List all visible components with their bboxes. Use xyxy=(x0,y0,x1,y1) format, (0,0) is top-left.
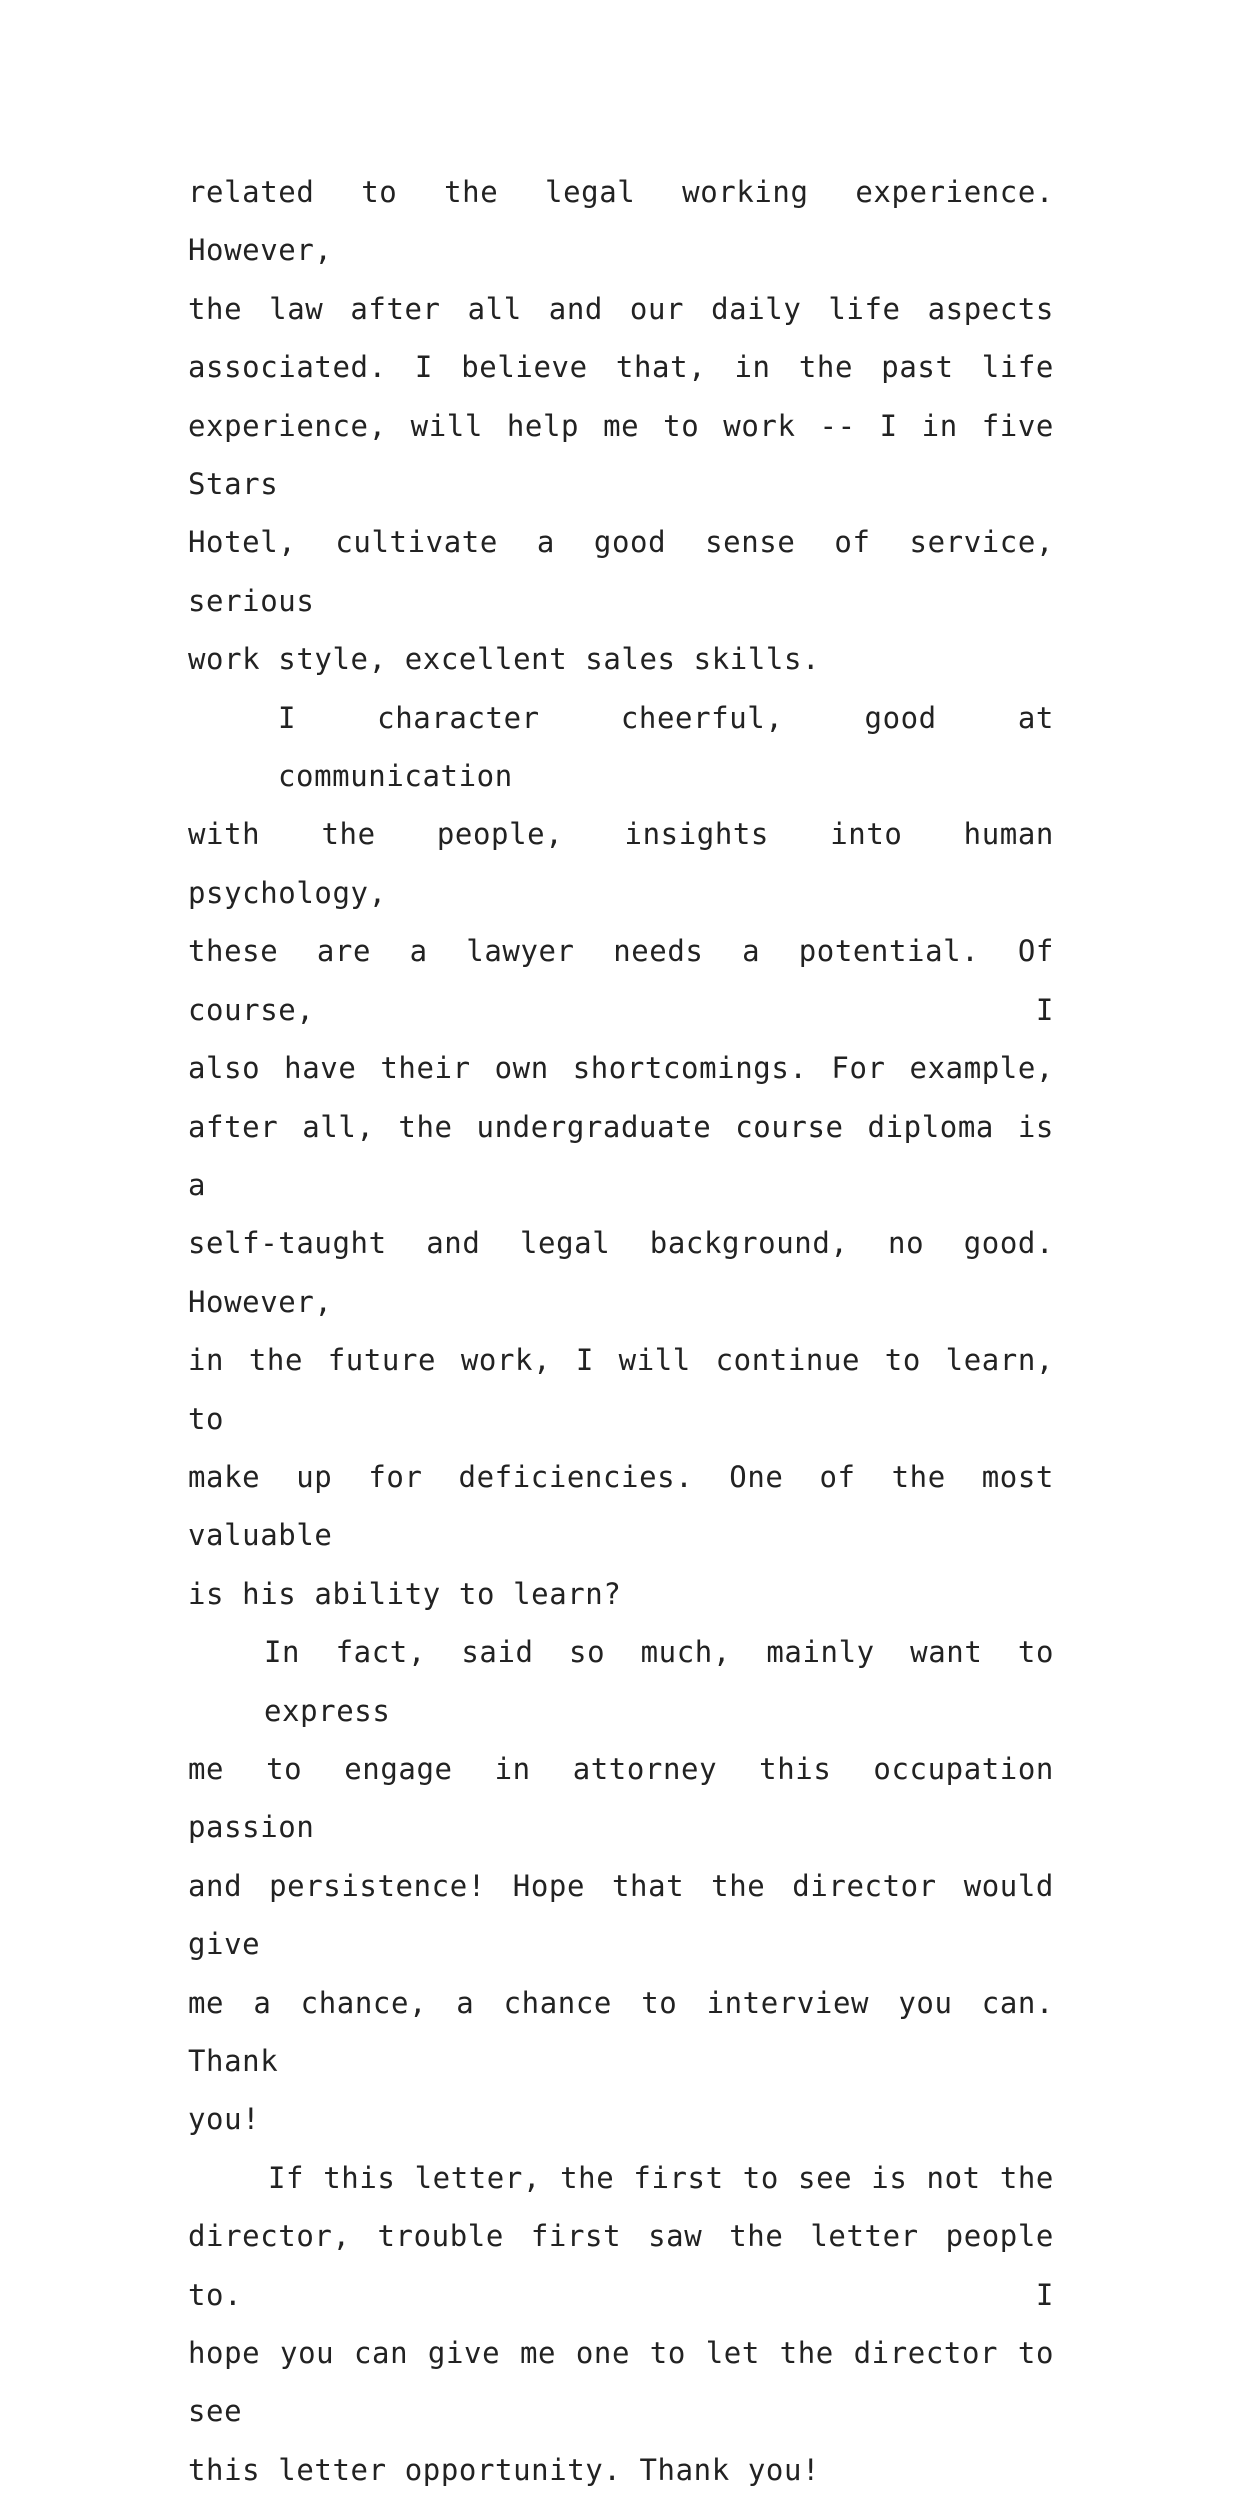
text-line: director, trouble first saw the letter people to. I xyxy=(188,2219,1054,2312)
text-line: you! xyxy=(188,2102,261,2137)
text-line: me a chance, a chance to interview you can. Thank xyxy=(188,1985,1054,2078)
text-line: is his ability to learn? xyxy=(188,1576,622,1611)
text-line: related to the legal working experience. However, xyxy=(188,175,1054,268)
text-line: these are a lawyer needs a potential. Of course, I xyxy=(188,934,1054,1027)
text-line: me to engage in attorney this occupation passion xyxy=(188,1751,1054,1845)
text-line: hope you can give me one to let the director to see xyxy=(188,2336,1054,2429)
text-line: make up for deficiencies. One of the most valuable xyxy=(188,1459,1054,1553)
letter-body xyxy=(188,163,1054,2499)
text-line: If this letter, the first to see is not the xyxy=(268,2160,1054,2195)
text-line: the law after all and our daily life aspects xyxy=(188,291,1054,326)
text-line: In fact, said so much, mainly want to express xyxy=(264,1635,1054,1728)
text-line: Hotel, cultivate a good sense of service, serious xyxy=(188,525,1054,618)
paragraph-4 xyxy=(188,2149,1054,2499)
text-line: and persistence! Hope that the director would give xyxy=(188,1868,1054,1962)
text-line: with the people, insights into human psychology, xyxy=(188,817,1054,910)
text-line: experience, will help me to work -- I in five Stars xyxy=(188,408,1054,502)
text-line: I character cheerful, good at communication xyxy=(278,700,1054,794)
text-line: in the future work, I will continue to learn, to xyxy=(188,1343,1054,1436)
text-line: this letter opportunity. Thank you! xyxy=(188,2452,821,2487)
text-line: associated. I believe that, in the past life xyxy=(188,350,1054,385)
paragraph-2 xyxy=(188,689,1054,1624)
text-line: self-taught and legal background, no good. However, xyxy=(188,1226,1054,1319)
paragraph-1 xyxy=(188,163,1054,689)
text-line: also have their own shortcomings. For example, xyxy=(188,1051,1054,1086)
text-line: after all, the undergraduate course diploma is a xyxy=(188,1109,1054,1202)
text-line: work style, excellent sales skills. xyxy=(188,642,821,677)
paragraph-3 xyxy=(188,1623,1054,2149)
